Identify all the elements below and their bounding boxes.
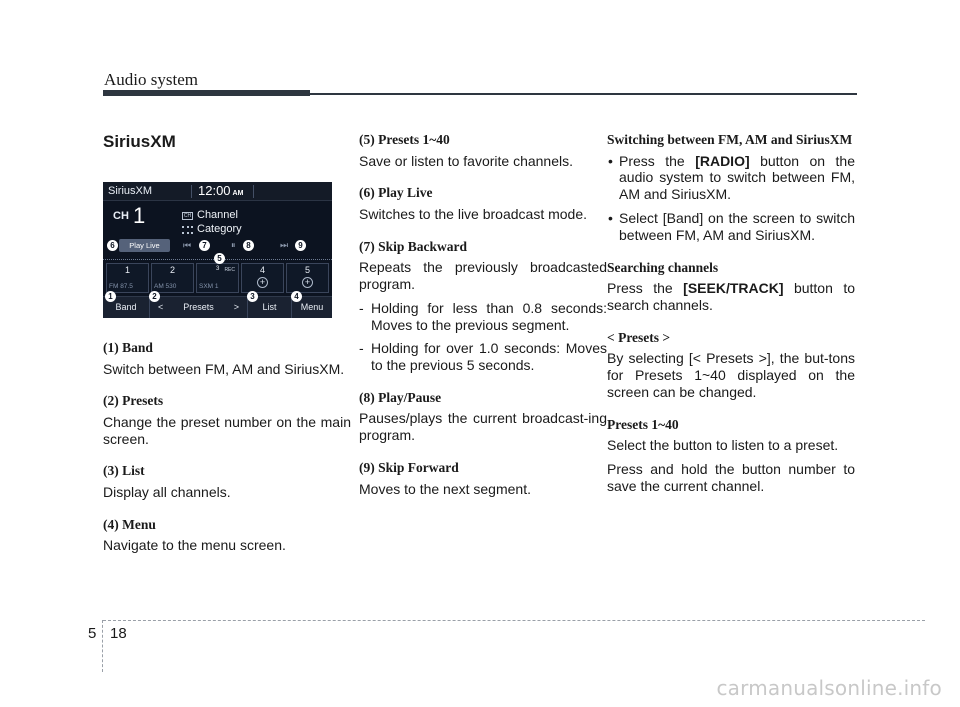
rec-indicator: REC: [224, 267, 235, 273]
callout-badge-8: 8: [243, 240, 254, 251]
callout-badge-6: 6: [107, 240, 118, 251]
skip-back-icon[interactable]: ⏮: [183, 240, 192, 250]
item-text: Navigate to the menu screen.: [103, 537, 286, 554]
item-heading: (5) Presets 1~40: [359, 132, 450, 147]
page-number: 18: [110, 625, 127, 642]
search-text-post: button to search channels.: [607, 280, 855, 313]
search-heading: Searching channels: [607, 259, 719, 275]
preset-button-2[interactable]: [151, 263, 194, 293]
preset-button-1[interactable]: [106, 263, 149, 293]
callout-badge-3: 3: [247, 291, 258, 302]
menu-button[interactable]: Menu: [300, 302, 324, 312]
item-text: Moves to the next segment.: [359, 480, 531, 497]
preset-info: SXM 1: [199, 283, 219, 290]
presets-label: Presets: [183, 302, 214, 312]
bullet-text: Select [Band] on the screen to switch between FM, AM and SiriusXM.: [619, 209, 855, 243]
preset-row: [106, 263, 329, 293]
category-button[interactable]: Category: [197, 223, 242, 235]
preset-button-5[interactable]: [286, 263, 329, 293]
search-text: [607, 280, 855, 314]
presets-button[interactable]: [150, 297, 248, 318]
footer-divider: [102, 620, 103, 672]
callout-badge-5: 5: [214, 253, 225, 264]
item-heading: (9) Skip Forward: [359, 460, 459, 476]
item-text: Save or listen to favorite channels.: [359, 152, 574, 169]
bullet-text-post: button on the audio system to switch between FM, AM and SiriusXM.: [619, 152, 855, 203]
preset-number: 5: [304, 265, 310, 275]
list-button[interactable]: List: [248, 297, 292, 318]
column-2: [359, 132, 607, 497]
switch-heading: Switching between FM, AM and SiriusXM: [607, 132, 853, 147]
ch-label: CH: [113, 210, 129, 222]
header-bar: [103, 90, 310, 96]
item-heading: (7) Skip Backward: [359, 238, 468, 254]
item-heading: (1) Band: [103, 340, 153, 355]
item-text: Switch between FM, AM and SiriusXM.: [103, 360, 345, 377]
dash-item: - Holding for over 1.0 seconds: Moves to the previous 5 seconds.: [359, 340, 607, 374]
item-heading: (6) Play Live: [359, 185, 433, 201]
presets-prev-icon: <: [158, 302, 164, 312]
preset-info: FM 87.5: [109, 283, 133, 290]
presets-next-icon: >: [233, 302, 239, 312]
skip-forward-icon[interactable]: ⏭: [280, 240, 289, 250]
watermark: carmanualsonline.info: [716, 676, 942, 700]
item-text: Change the preset number on the main screen.: [103, 413, 351, 447]
clock-ampm: AM: [232, 190, 244, 197]
siriusxm-screen: [103, 182, 332, 318]
item-heading: (8) Play/Pause: [359, 389, 442, 405]
column-3: [607, 132, 855, 494]
item-text: Pauses/plays the current broadcast-ing program.: [359, 410, 607, 444]
header-title: Audio system: [104, 70, 198, 89]
bullet-text-pre: Press the: [619, 152, 696, 169]
bullet-item: • Press the [RADIO] button on the audio system to switch between FM, AM and SiriusXM.: [608, 152, 855, 203]
callout-badge-2: 2: [149, 291, 160, 302]
radio-key: [RADIO]: [695, 152, 750, 169]
seek-track-key: [SEEK/TRACK]: [683, 280, 784, 297]
preset-button-3[interactable]: [196, 263, 239, 293]
chapter-number: 5: [88, 625, 97, 642]
presets-heading: < Presets >: [607, 329, 671, 345]
header-rule: [310, 93, 857, 95]
preset-number: 4: [259, 265, 265, 275]
clock-time: 12:00: [198, 183, 231, 198]
divider: [191, 185, 192, 198]
callout-badge-7: 7: [199, 240, 210, 251]
ch-number: 1: [133, 203, 146, 228]
divider: [253, 185, 254, 198]
dash-text: Holding for over 1.0 seconds: Moves to the previous 5 seconds.: [371, 340, 607, 374]
play-live-button[interactable]: Play Live: [119, 239, 170, 252]
item-text: Repeats the previously broadcasted program.: [359, 259, 607, 292]
preset-number: 3: [216, 266, 220, 272]
preset-number: 2: [169, 265, 175, 275]
item-heading: (3) List: [103, 463, 145, 479]
callout-badge-4: 4: [291, 291, 302, 302]
presets140-text: Select the button to listen to a preset.: [607, 437, 839, 454]
add-icon: +: [302, 277, 313, 288]
bullet-item: • Select [Band] on the screen to switch between FM, AM and SiriusXM.: [608, 209, 855, 243]
item-text: Display all channels.: [103, 483, 231, 500]
section-title: SiriusXM: [103, 132, 176, 151]
item-text: Switches to the live broadcast mode.: [359, 205, 588, 222]
presets140-text: Press and hold the button number to save the current channel.: [607, 460, 855, 494]
add-icon: +: [257, 277, 268, 288]
preset-number: 1: [124, 265, 130, 275]
screen-status-bar: [103, 182, 332, 201]
item-heading: (2) Presets: [103, 393, 164, 409]
presets140-heading: Presets 1~40: [607, 416, 679, 432]
preset-button-4[interactable]: [241, 263, 284, 293]
dash-text: Holding for less than 0.8 seconds: Moves to the previous segment.: [371, 299, 607, 333]
item-heading: (4) Menu: [103, 516, 156, 532]
search-text-pre: Press the: [607, 280, 684, 297]
callout-badge-1: 1: [105, 291, 116, 302]
column-1: [103, 132, 351, 554]
pause-icon[interactable]: ⏸: [231, 240, 236, 250]
clock: [198, 183, 243, 198]
channel-icon: CH: [183, 213, 192, 219]
presets-text: By selecting [< Presets >], the but-tons for Presets 1~40 displayed on the screen can be changed.: [607, 350, 855, 400]
band-button[interactable]: Band: [103, 297, 150, 318]
callout-badge-9: 9: [295, 240, 306, 251]
screen-title: SiriusXM: [108, 185, 153, 197]
preset-info: AM 530: [154, 283, 177, 290]
dash-item: - Holding for less than 0.8 seconds: Moves to the previous segment.: [359, 299, 607, 333]
category-icon: [182, 226, 193, 234]
footer-rule: [103, 620, 925, 621]
channel-button[interactable]: Channel: [197, 209, 238, 221]
